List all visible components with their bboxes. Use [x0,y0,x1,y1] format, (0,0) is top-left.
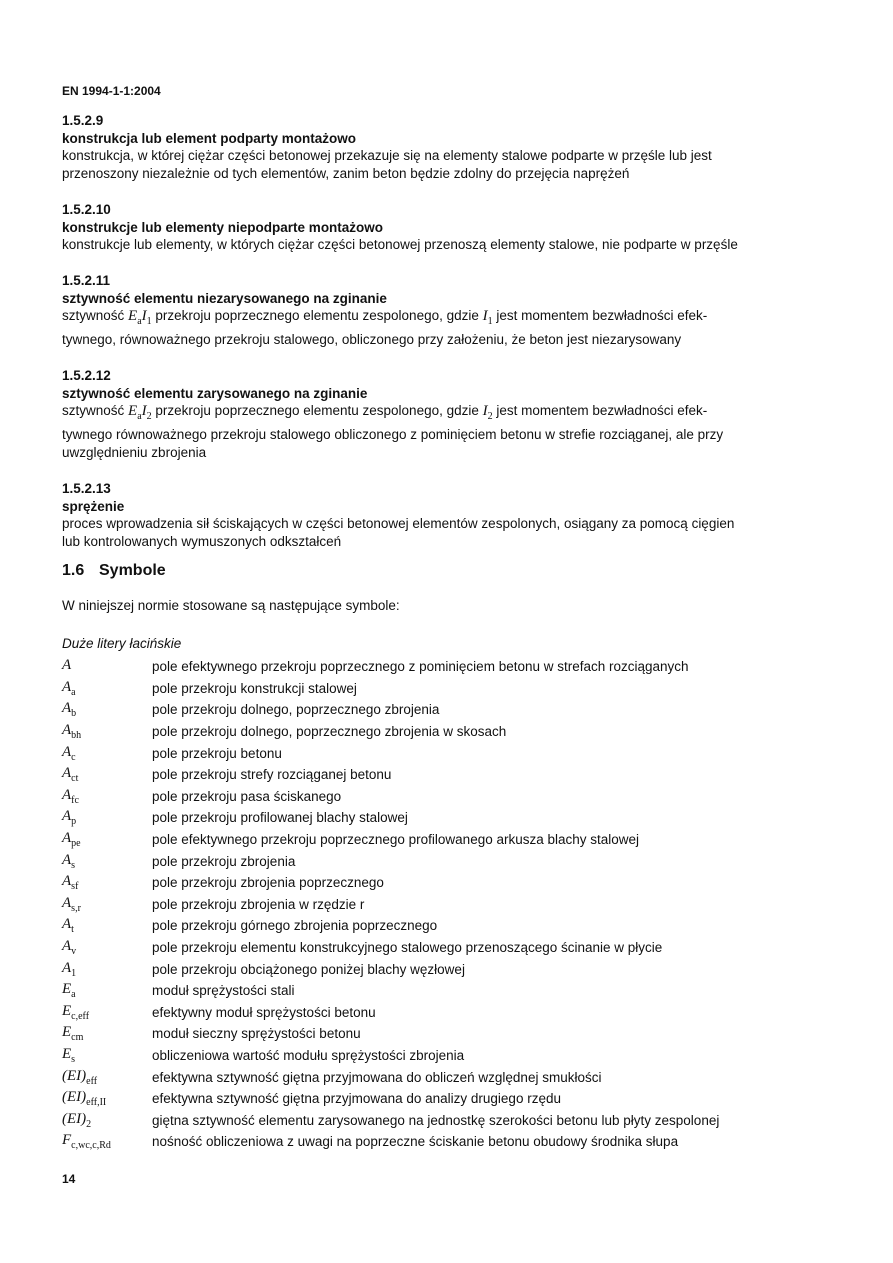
math-symbol: $E_aI_2$ [128,403,152,422]
symbol-row [62,1023,772,1045]
definition-term: sztywność elementu niezarysowanego na zginanie [62,291,387,306]
symbol-row [62,958,772,980]
section-number: 1.6 [62,562,85,579]
definition-term: sprężenie [62,499,125,514]
math-symbol: $I_1$ [482,308,493,327]
symbol-description: pole przekroju dolnego, poprzecznego zbrojenia w skosach [152,724,507,740]
symbol-description: pole przekroju konstrukcji stalowej [152,680,357,696]
symbol: $E_s$ [62,1045,76,1065]
section-title: Symbole [99,562,166,579]
section-heading [62,562,166,580]
symbol: $A_t$ [62,916,74,936]
definition-term: konstrukcje lub elementy niepodparte montażowo [62,220,384,235]
symbol-row [62,656,772,678]
symbol: $A_1$ [62,959,77,979]
symbol-row [62,1002,772,1024]
page-number: 14 [62,1172,76,1186]
symbol-description: pole przekroju zbrojenia poprzecznego [152,875,384,891]
definition-term: sztywność elementu zarysowanego na zginanie [62,386,368,401]
symbol-row [62,786,772,808]
symbol: $A_s$ [62,851,76,871]
symbol: $A_{s,r}$ [62,894,81,914]
symbol-description: pole przekroju górnego zbrojenia poprzecznego [152,918,438,934]
symbol: $(EI)_2$ [62,1110,92,1130]
definition-line: tywnego równoważnego przekroju stalowego obliczonego z pominięciem betonu w strefie rozciąganej, ale przy [62,427,724,442]
math-symbol: $I_2$ [482,403,493,422]
definition-number: 1.5.2.10 [62,202,111,217]
symbol-row [62,1131,772,1153]
symbol-row [62,678,772,700]
symbol: $A_a$ [62,678,76,698]
symbol-description: pole przekroju obciążonego poniżej blachy węzłowej [152,961,465,977]
symbol-row [62,915,772,937]
definition-line [62,307,772,331]
symbol-description: pole efektywnego przekroju poprzecznego profilowanego arkusza blachy stalowej [152,832,640,848]
symbol-description: pole efektywnego przekroju poprzecznego z pominięciem betonu w strefach rozciąganych [152,659,689,675]
symbol: $A_p$ [62,808,77,828]
symbol-description: pole przekroju profilowanej blachy stalowej [152,810,408,826]
symbol: $A_{ct}$ [62,765,79,785]
symbol-description: moduł sieczny sprężystości betonu [152,1026,361,1042]
symbol: $A_c$ [62,743,76,763]
definition-1-5-2-9 [62,112,772,183]
text-fragment: sztywność [62,403,129,418]
symbol: $A_v$ [62,938,77,958]
symbol-description: pole przekroju strefy rozciąganej betonu [152,767,392,783]
definitions-list [62,112,772,569]
symbol-row [62,894,772,916]
text-fragment: jest momentem bezwładności efek- [492,403,708,418]
symbol-row [62,764,772,786]
math-symbol: $E_aI_1$ [128,308,152,327]
definition-1-5-2-11 [62,272,772,349]
symbol-row [62,742,772,764]
symbol-description: moduł sprężystości stali [152,983,295,999]
symbol-row [62,699,772,721]
definition-line: konstrukcje lub elementy, w których ciężar części betonowej przenoszą elementy stalowe, nie podparte w przęśle [62,237,738,252]
definition-1-5-2-12 [62,367,772,462]
symbol: $E_a$ [62,981,76,1001]
symbol-group-heading: Duże litery łacińskie [62,636,182,651]
symbol: $A_{bh}$ [62,722,82,742]
definition-line [62,402,772,426]
symbol-description: obliczeniowa wartość modułu sprężystości zbrojenia [152,1047,465,1063]
symbol-description: pole przekroju betonu [152,745,282,761]
symbol-description: pole przekroju zbrojenia w rzędzie r [152,896,365,912]
definition-line: konstrukcja, w której ciężar części betonowej przekazuje się na elementy stalowe podparte w przęśle lub jest [62,148,712,163]
symbol: $E_{c,eff}$ [62,1002,90,1022]
definition-line: przenoszony niezależnie od tych elementów, zanim beton będzie zdolny do przejęcia naprężeń [62,166,630,181]
symbol-row [62,1045,772,1067]
definition-1-5-2-10 [62,201,772,254]
symbol-description: pole przekroju dolnego, poprzecznego zbrojenia [152,702,440,718]
symbol-description: efektywna sztywność giętna przyjmowana do obliczeń względnej smukłości [152,1069,602,1085]
text-fragment: przekroju poprzecznego elementu zespolonego, gdzie [151,403,483,418]
intro-text: W niniejszej normie stosowane są następujące symbole: [62,598,400,613]
symbol: $A_{fc}$ [62,786,79,806]
symbol-description: pole przekroju zbrojenia [152,853,296,869]
definition-term: konstrukcja lub element podparty montażowo [62,131,357,146]
definition-number: 1.5.2.13 [62,481,111,496]
symbol: $(EI)_{eff}$ [62,1067,98,1087]
definition-number: 1.5.2.11 [62,273,111,288]
symbol: $A_b$ [62,700,77,720]
text-fragment: sztywność [62,308,129,323]
symbol-row [62,937,772,959]
symbol-row [62,1109,772,1131]
definition-line: proces wprowadzenia sił ściskających w części betonowej elementów zespolonych, osiągany za pomocą cięgien [62,516,735,531]
symbol-row [62,850,772,872]
symbol: $F_{c,wc,c,Rd}$ [62,1132,111,1152]
document-header: EN 1994-1-1:2004 [62,84,161,98]
symbol-description: giętna sztywność elementu zarysowanego na jednostkę szerokości betonu lub płyty zespolonej [152,1112,720,1128]
text-fragment: przekroju poprzecznego elementu zespolonego, gdzie [151,308,483,323]
definition-number: 1.5.2.12 [62,368,111,383]
symbol-row [62,807,772,829]
definition-line: lub kontrolowanych wymuszonych odkształceń [62,534,342,549]
symbol: $A_{sf}$ [62,873,79,893]
symbol-row [62,829,772,851]
symbol: $A_{pe}$ [62,830,81,850]
symbol-description: pole przekroju elementu konstrukcyjnego stalowego przenoszącego ścinanie w płycie [152,940,663,956]
definition-1-5-2-13 [62,480,772,551]
symbol-row [62,1066,772,1088]
symbol-description: efektywna sztywność giętna przyjmowana do analizy drugiego rzędu [152,1091,561,1107]
symbol-description: efektywny moduł sprężystości betonu [152,1004,376,1020]
symbol-row [62,1088,772,1110]
text-fragment: jest momentem bezwładności efek- [492,308,708,323]
definition-line: tywnego, równoważnego przekroju stalowego, obliczonego przy założeniu, że beton jest niezarysowany [62,332,682,347]
symbol: $E_{cm}$ [62,1024,84,1044]
symbol-row [62,872,772,894]
symbol-row [62,721,772,743]
symbol-description: nośność obliczeniowa z uwagi na poprzeczne ściskanie betonu obudowy środnika słupa [152,1134,679,1150]
definition-line: uwzględnieniu zbrojenia [62,445,207,460]
definition-number: 1.5.2.9 [62,113,104,128]
symbol-description: pole przekroju pasa ściskanego [152,788,342,804]
symbol: A [62,657,72,674]
symbols-list [62,656,772,1153]
symbol-row [62,980,772,1002]
symbol: $(EI)_{eff,II}$ [62,1089,107,1109]
